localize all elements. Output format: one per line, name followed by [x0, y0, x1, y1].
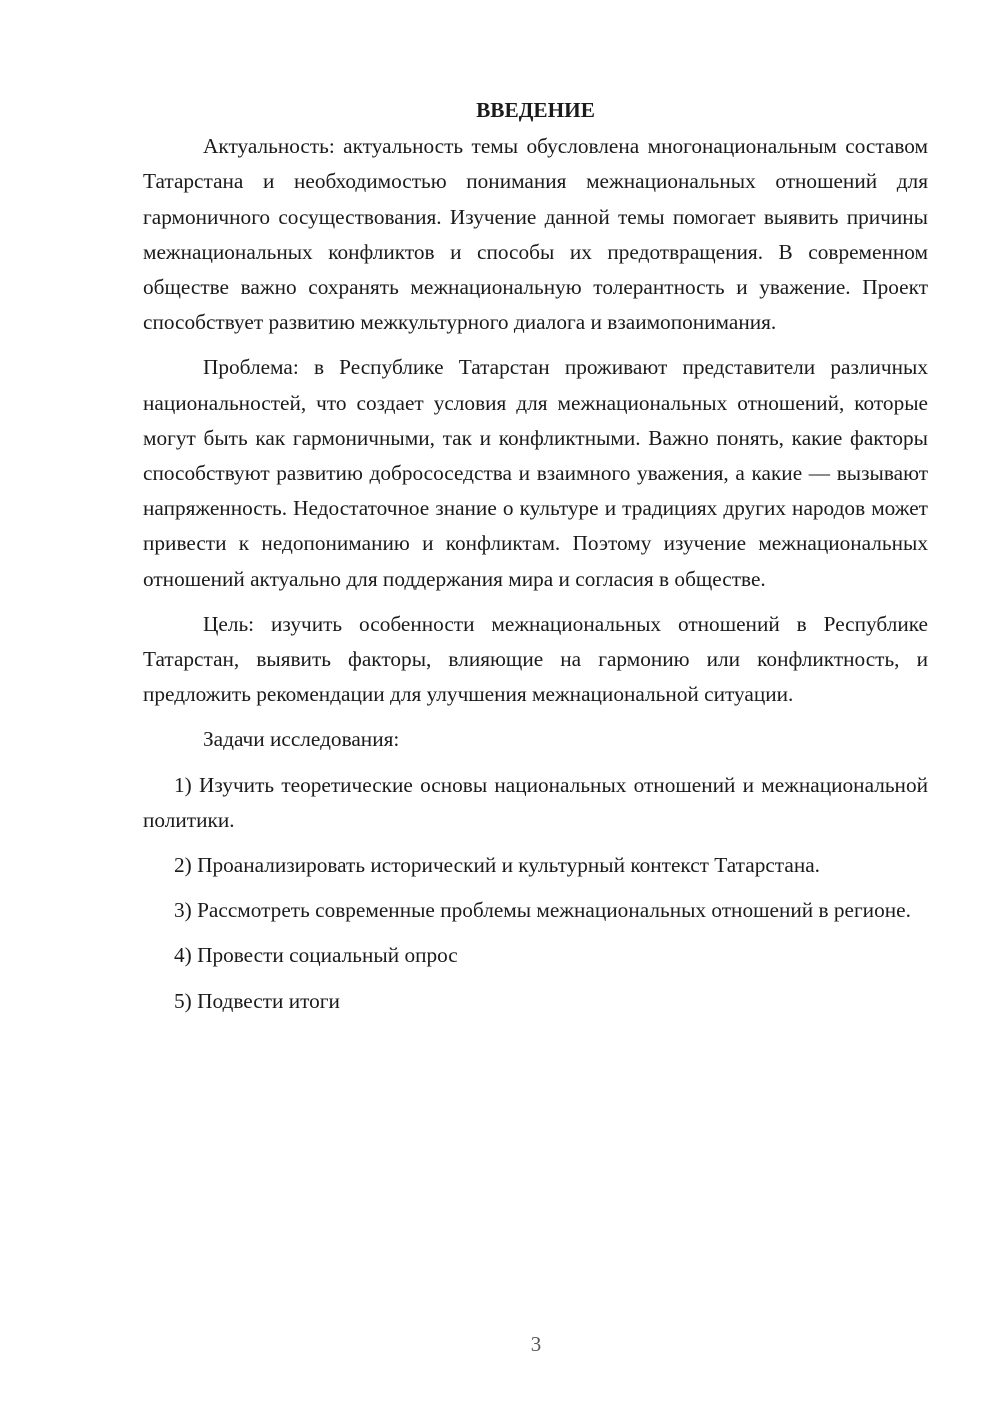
paragraph-goal: Цель: изучить особенности межнациональных отношений в Республике Татарстан, выявить факторы, влияющие на гармонию или конфликтность, и предложить рекомендации для улучшения межнациональной ситуации.: [143, 611, 928, 707]
tasks-heading: Задачи исследования:: [203, 727, 400, 752]
task-item-1: 1) Изучить теоретические основы национальных отношений и межнациональной политики.: [143, 772, 928, 832]
task-item-5: 5) Подвести итоги: [174, 988, 340, 1013]
task-item-3: 3) Рассмотреть современные проблемы межнациональных отношений в регионе.: [174, 898, 911, 923]
paragraph-problem: Проблема: в Республике Татарстан проживают представители различных национальностей, что создает условия для межнациональных отношений, которые могут быть как гармоничными, так и конфликтными. Важно понять, какие факторы способствуют развитию добрососедства и взаимного уважения, а какие — вызывают напряженность. Недостаточное знание о культуре и традициях других народов может привести к недопониманию и конфликтам. Поэтому изучение межнациональных отношений актуально для поддержания мира и согласия в обществе.: [143, 355, 928, 591]
task-item-2: 2) Проанализировать исторический и культурный контекст Татарстана.: [174, 853, 820, 878]
page-number: 3: [530, 1332, 542, 1356]
section-title: ВВЕДЕНИЕ: [476, 98, 595, 122]
paragraph-relevance: Актуальность: актуальность темы обусловлена многонациональным составом Татарстана и необходимостью понимания межнациональных отношений для гармоничного сосуществования. Изучение данной темы помогает выявить причины межнациональных конфликтов и способы их предотвращения. В современном обществе важно сохранять межнациональную толерантность и уважение. Проект способствует развитию межкультурного диалога и взаимопонимания.: [143, 134, 928, 335]
page-content: [143, 93, 928, 1029]
task-item-4: 4) Провести социальный опрос: [174, 943, 458, 968]
